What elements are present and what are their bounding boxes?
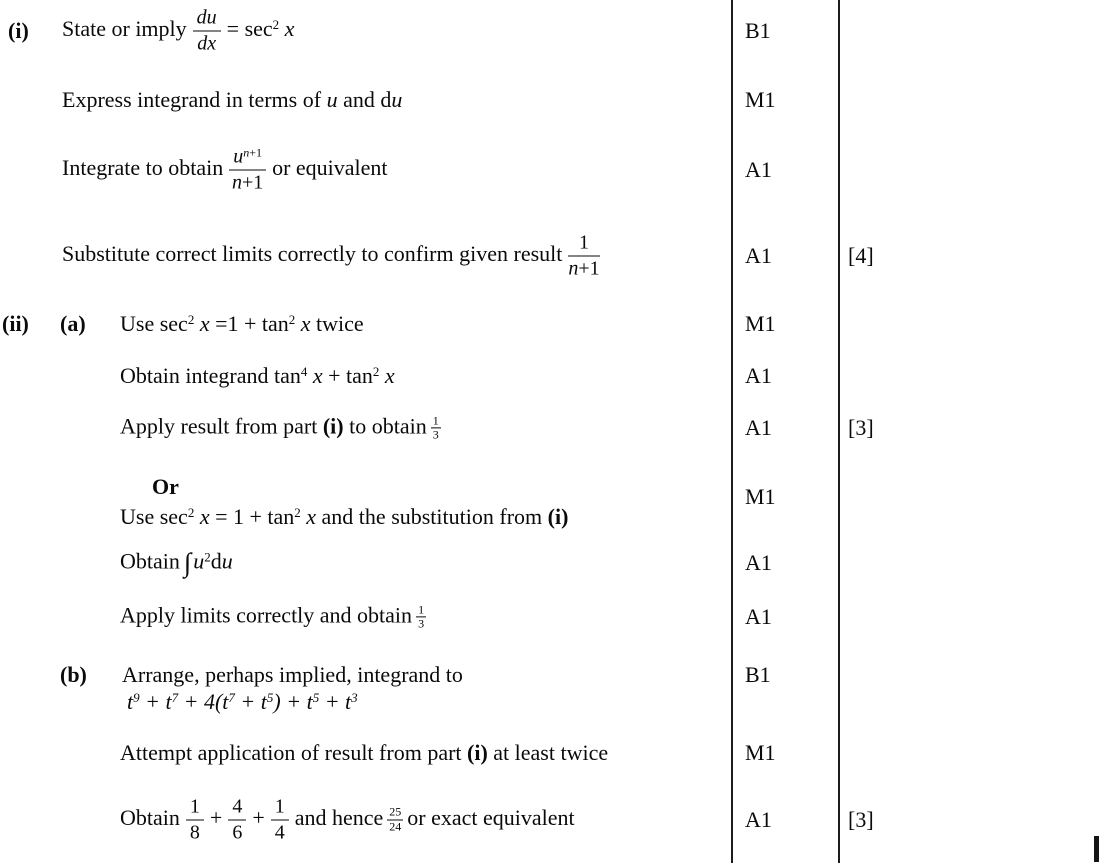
row-obtain-integral-u2du: [120, 548, 233, 579]
exponent: 2: [372, 364, 380, 379]
mark-a1: A1: [745, 363, 772, 388]
bold-part-ref: (i): [467, 740, 488, 765]
row-integrate-to-obtain: [62, 146, 388, 195]
marks-column-rule-left: [731, 0, 733, 863]
exponent: 2: [187, 505, 195, 520]
exponent: 2: [272, 17, 280, 33]
row-text: Use sec: [120, 311, 188, 336]
variable-x: x: [307, 363, 329, 388]
part-label-ii: (ii): [2, 311, 29, 336]
variable-u: u: [326, 87, 338, 112]
variable-x: x: [295, 311, 311, 336]
row-obtain-integrand-tan: [120, 363, 395, 389]
fraction-1-4: $\frac{1}{4}$: [271, 796, 289, 845]
row-text: = 1 + tan: [215, 504, 295, 529]
mark-a1: A1: [745, 415, 772, 440]
variable-x: x: [379, 363, 395, 388]
variable-x: x: [194, 311, 216, 336]
row-text: at least twice: [487, 740, 609, 765]
variable-x: x: [194, 504, 216, 529]
exponent: 2: [204, 549, 211, 565]
mark-m1: M1: [745, 484, 776, 509]
row-text: Substitute correct limits correctly to confirm given result: [62, 241, 563, 267]
row-text: or equivalent: [272, 155, 388, 181]
mark-m1: M1: [745, 87, 776, 112]
variable-u: u: [193, 548, 205, 574]
marks-column-rule-right: [838, 0, 840, 863]
mark-a1: A1: [745, 550, 772, 575]
row-text: Use sec: [120, 504, 188, 529]
row-text: d: [210, 548, 222, 574]
part-label-b: (b): [60, 662, 87, 687]
row-text: Obtain: [120, 548, 180, 574]
exponent: 2: [187, 312, 195, 327]
mark-a1: A1: [745, 243, 772, 268]
fraction-25-24: $\frac{25}{24}$: [389, 804, 402, 834]
exponent: 4: [300, 364, 308, 379]
plus-sign: +: [209, 805, 223, 831]
row-text: and d: [337, 87, 392, 112]
row-text: or exact equivalent: [407, 805, 575, 831]
bold-part-ref: (i): [547, 504, 569, 529]
row-text: Integrate to obtain: [62, 155, 224, 181]
bold-part-ref: (i): [322, 413, 344, 439]
fraction-one-third: $\frac{1}{3}$: [432, 413, 439, 442]
row-text: and hence: [294, 805, 384, 831]
row-substitute-limits: [62, 232, 606, 281]
variable-x: x: [300, 504, 317, 529]
polynomial-line: $t^9 + t^7 + 4(t^7 + t^5) + t^5 + t^3$: [127, 689, 358, 714]
section-total-3: [3]: [848, 807, 874, 832]
variable-u: u: [391, 87, 403, 112]
section-total-4: [4]: [848, 243, 874, 268]
exponent: 2: [288, 312, 296, 327]
row-text: and the substitution from: [316, 504, 548, 529]
row-apply-limits-obtain-third: [120, 602, 430, 631]
mark-a1: A1: [745, 807, 772, 832]
fraction-one-third: $\frac{1}{3}$: [418, 602, 425, 631]
row-use-sec-identity-twice: [120, 311, 364, 337]
row-text: Apply result from part: [120, 413, 323, 439]
row-text: to obtain: [343, 413, 427, 439]
row-text: State or imply: [62, 16, 187, 42]
row-text: Attempt application of result from part: [120, 740, 468, 765]
plus-sign: +: [252, 805, 265, 831]
row-text: Apply limits correctly and obtain: [120, 602, 413, 628]
row-obtain-final-sum: [120, 796, 575, 845]
row-text: + tan: [328, 363, 373, 388]
variable-x: x: [279, 16, 295, 42]
section-total-3: [3]: [848, 415, 874, 440]
row-arrange-integrand: [122, 663, 463, 713]
mark-a1: A1: [745, 604, 772, 629]
integral-sign: ∫: [183, 547, 192, 578]
mark-m1: M1: [745, 740, 776, 765]
row-state-or-imply: [62, 7, 294, 56]
row-text: Arrange, perhaps implied, integrand to: [122, 662, 463, 687]
row-text: Obtain: [120, 805, 180, 831]
row-express-integrand: [62, 87, 402, 113]
row-text: Express integrand in terms of: [62, 87, 327, 112]
part-label-i: (i): [8, 18, 29, 43]
mark-a1: A1: [745, 157, 772, 182]
fraction-u-power-n-plus-1: $\frac{u^{n+1}}{n+1}$: [229, 146, 266, 195]
fraction-4-6: $\frac{4}{6}$: [228, 796, 246, 845]
row-attempt-application: [120, 740, 608, 766]
row-text: =1 + tan: [215, 311, 289, 336]
fraction-1-8: $\frac{1}{8}$: [186, 796, 204, 845]
fraction-du-dx: $\frac{du}{dx}$: [193, 7, 221, 56]
row-text: = sec: [226, 16, 273, 42]
row-apply-result-part-i: [120, 413, 445, 442]
row-text: Obtain integrand tan: [120, 363, 301, 388]
row-or-alternative: [120, 474, 568, 530]
mark-b1: B1: [745, 662, 771, 687]
mark-m1: M1: [745, 311, 776, 336]
exponent: 2: [294, 505, 301, 520]
mark-b1: B1: [745, 18, 771, 43]
or-label: Or: [152, 474, 179, 499]
row-text: twice: [310, 311, 364, 336]
variable-u: u: [221, 548, 233, 574]
fraction-1-over-n-plus-1: $\frac{1}{n+1}$: [568, 231, 600, 280]
part-label-a: (a): [60, 311, 86, 336]
scan-artifact-bar: [1094, 836, 1099, 862]
